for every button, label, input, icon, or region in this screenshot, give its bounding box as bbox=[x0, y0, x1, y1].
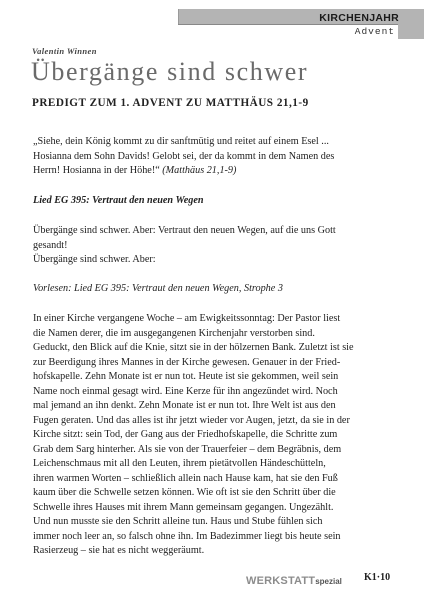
body-line: ihren warmen Worten – schließlich allein nach Hause kam, hat sie den Fuß bbox=[33, 472, 338, 484]
section-label: KIRCHENJAHR bbox=[319, 12, 399, 24]
quote-line: Hosianna dem Sohn Davids! Gelobt sei, der da kommt in dem Namen des bbox=[33, 150, 335, 162]
body-line: hofskapelle. Zehn Monate ist er nun tot. Heute ist sie gekommen, weil sein bbox=[33, 371, 339, 382]
body-line: die Namen derer, die im ausgegangenen Kirchenjahr verstorben sind. bbox=[33, 327, 315, 339]
body-line: immer noch leer an, so falsch ohne ihn. Im Badezimmer liegt bis heute sein bbox=[33, 530, 341, 542]
quote-line bbox=[33, 164, 395, 179]
publication-logo bbox=[246, 571, 342, 589]
author-name: Valentin Winnen bbox=[32, 46, 97, 56]
quote-reference: (Matthäus 21,1-9) bbox=[162, 165, 237, 176]
body-line: kaum über die Schwelle setzen können. Wie oft ist sie den Schritt über die bbox=[33, 487, 336, 498]
subsection-tab bbox=[178, 24, 398, 40]
body-line: zur Beerdigung ihres Mannes in der Kirche gewesen. Genauer in der Fried- bbox=[33, 356, 341, 368]
article-title: Übergänge sind schwer bbox=[31, 57, 309, 86]
song-line: gesandt! bbox=[33, 239, 68, 251]
body-line: Geduckt, den Blick auf die Knie, sitzt sie in der hölzernen Bank. Zuletzt ist sie bbox=[33, 342, 354, 353]
brand-suffix: spezial bbox=[315, 577, 342, 586]
quote-line: „Siehe, dein König kommt zu dir sanftmütig und reitet auf einem Esel ... bbox=[33, 136, 329, 147]
body-line: In einer Kirche vergangene Woche – am Ewigkeitssonntag: Der Pastor liest bbox=[33, 313, 341, 324]
subsection-label: Advent bbox=[354, 26, 395, 37]
song-line: Übergänge sind schwer. Aber: bbox=[33, 254, 156, 265]
bible-quote bbox=[33, 135, 395, 179]
body-line: Leichenschmaus mit all den Leuten, ihrem pietätvollen Händeschütteln, bbox=[33, 458, 326, 469]
body-line: Rasierzeug – sie hat es nicht weggeräumt. bbox=[33, 545, 205, 556]
body-line: Fugen geraten. Und das alles ist ihr jetzt wieder vor Augen, jetzt, da sie in der bbox=[33, 414, 350, 426]
sermon-body bbox=[33, 312, 395, 559]
song-text bbox=[33, 224, 395, 268]
brand-name: WERKSTATT bbox=[246, 575, 316, 587]
body-line: mal jemand an ihn denkt. Zehn Monate ist er nun tot. Ihre Welt ist aus den bbox=[33, 400, 336, 411]
body-line: Und nun musste sie den Schritt alleine tun. Haus und Stube fühlen sich bbox=[33, 516, 323, 527]
article-subtitle: PREDIGT ZUM 1. ADVENT ZU MATTHÄUS 21,1-9 bbox=[32, 97, 309, 109]
song-heading: Lied EG 395: Vertraut den neuen Wegen bbox=[33, 195, 204, 206]
body-line: Kirche sitzt: sein Tod, der Gang aus der Friedhofskapelle, die Schritte zum bbox=[33, 429, 338, 440]
quote-text: Herrn! Hosianna in der Höhe!“ bbox=[33, 165, 160, 176]
song-line: Übergänge sind schwer. Aber: Vertraut den neuen Wegen, auf die uns Gott bbox=[33, 225, 336, 236]
body-line: Name noch einmal gesagt wird. Eine Kerze für ihn angezündet wird. Noch bbox=[33, 385, 338, 397]
body-line: Schwelle ihres Hauses mit ihrem Mann gemeinsam gegangen. Ungezählt. bbox=[33, 501, 334, 513]
reading-instruction: Vorlesen: Lied EG 395: Vertraut den neuen Wegen, Strophe 3 bbox=[33, 283, 283, 294]
page-number: K1·10 bbox=[364, 572, 391, 583]
body-line: Grab dem Sarg hinterher. Als sie von der Trauerfeier – dem Begräbnis, dem bbox=[33, 443, 342, 455]
